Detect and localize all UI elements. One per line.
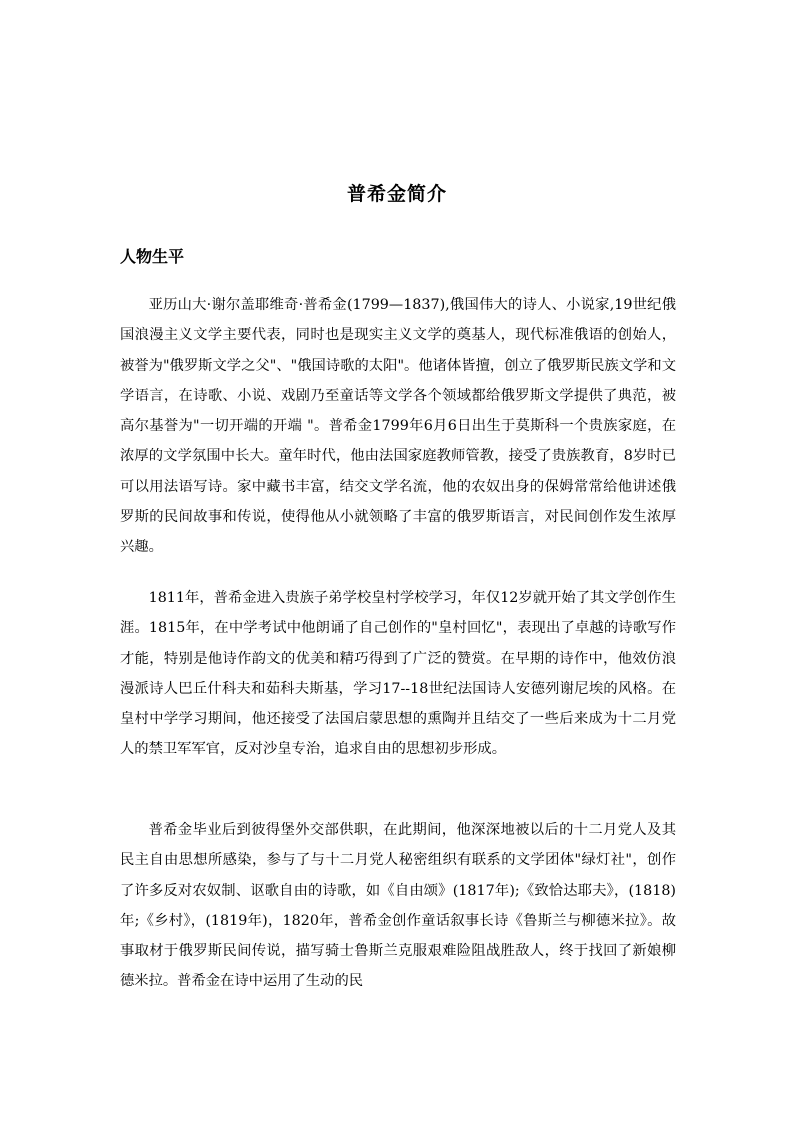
paragraph: 亚历山大·谢尔盖耶维奇·普希金(1799—1837),俄国伟大的诗人、小说家,19世纪俄国浪漫主义文学主要代表，同时也是现实主义文学的奠基人，现代标准俄语的创始人，被誉为"俄罗斯文学之父"、"俄国诗歌的太阳"。他诸体皆擅，创立了俄罗斯民族文学和文学语言，在诗歌、小说、戏剧乃至童话等文学各个领域都给俄罗斯文学提供了典范，被高尔基誉为"一切开端的开端 "。普希金1799年6月6日出生于莫斯科一个贵族家庭，在浓厚的文学氛围中长大。童年时代，他由法国家庭教师管教，接受了贵族教育，8岁时已可以用法语写诗。家中藏书丰富，结交文学名流，他的农奴出身的保姆常常给他讲述俄罗斯的民间故事和传说，使得他从小就领略了丰富的俄罗斯语言，对民间创作发生浓厚兴趣。	[120, 297, 676, 556]
document-title: 普希金简介	[346, 183, 447, 205]
paragraph: 1811年，普希金进入贵族子弟学校皇村学校学习，年仅12岁就开始了其文学创作生涯。1815年，在中学考试中他朗诵了自己创作的"皇村回忆"，表现出了卓越的诗歌写作才能，特别是他诗作韵文的优美和精巧得到了广泛的赞赏。在早期的诗作中，他效仿浪漫派诗人巴丘什科夫和茹科夫斯基，学习17--18世纪法国诗人安德列谢尼埃的风格。在皇村中学学习期间，他还接受了法国启蒙思想的熏陶并且结交了一些后来成为十二月党人的禁卫军军官，反对沙皇专治，追求自由的思想初步形成。	[120, 590, 676, 758]
section-heading-biography: 人物生平	[120, 247, 185, 266]
paragraph: 普希金毕业后到彼得堡外交部供职，在此期间，他深深地被以后的十二月党人及其民主自由思想所感染，参与了与十二月党人秘密组织有联系的文学团体"绿灯社"，创作了许多反对农奴制、讴歌自由的诗歌，如《自由颂》(1817年);《致恰达耶夫》，(1818)年;《乡村》，(1819年)，1820年，普希金创作童话叙事长诗《鲁斯兰与柳德米拉》。故事取材于俄罗斯民间传说，描写骑士鲁斯兰克服艰难险阻战胜敌人，终于找回了新娘柳德米拉。普希金在诗中运用了生动的民	[120, 822, 676, 990]
